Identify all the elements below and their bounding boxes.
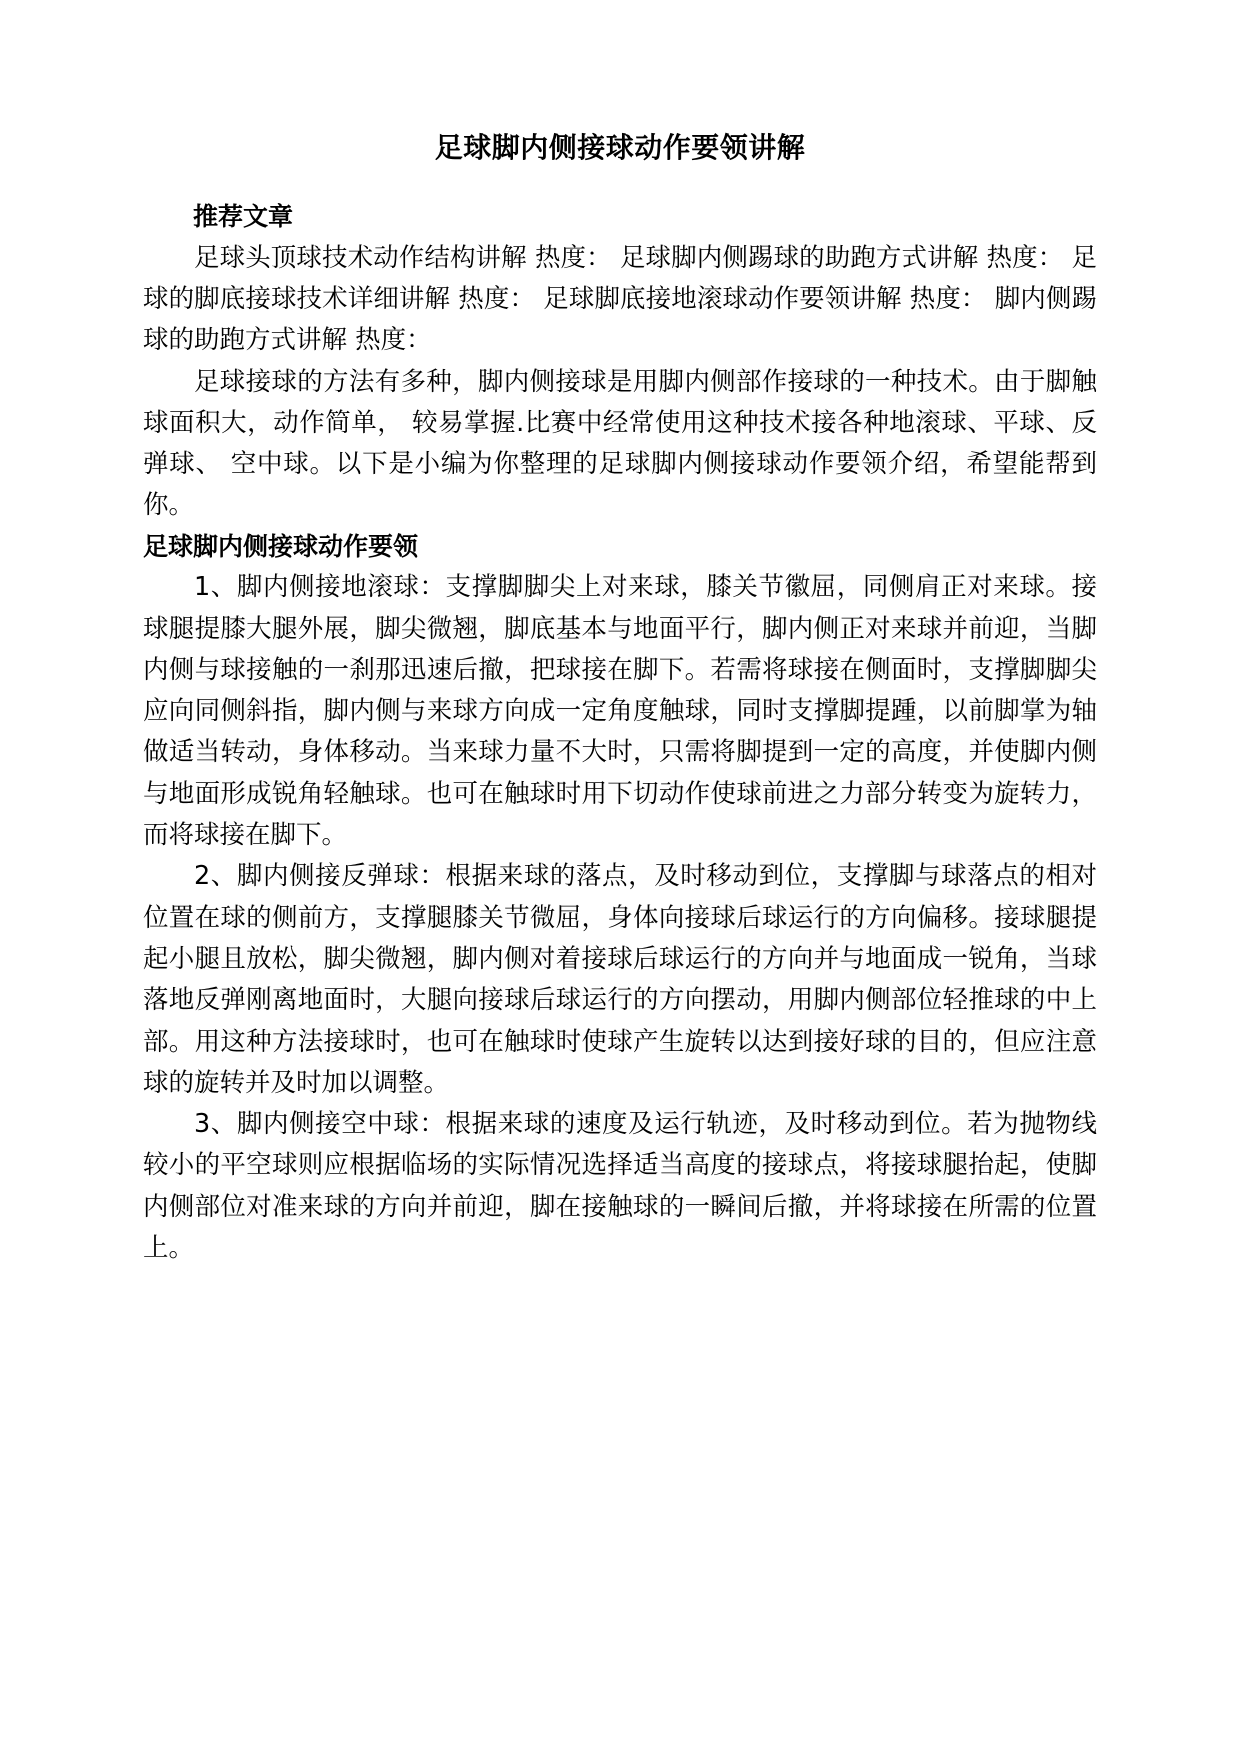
- introduction-paragraph: 足球接球的方法有多种，脚内侧接球是用脚内侧部作接球的一种技术。由于脚触球面积大，动作简单， 较易掌握.比赛中经常使用这种技术接各种地滚球、平球、反弹球、 空中球。以下是小编为你整理的足球脚内侧接球动作要领介绍，希望能帮到你。: [143, 366, 1097, 521]
- main-section-heading: 足球脚内侧接球动作要领: [143, 531, 419, 561]
- technique-item-3: 3、脚内侧接空中球：根据来球的速度及运行轨迹，及时移动到位。若为抛物线较小的平空球则应根据临场的实际情况选择适当高度的接球点，将接球腿抬起，使脚内侧部位对准来球的方向并前迎，脚在接触球的一瞬间后撤，并将球接在所需的位置上。: [143, 1109, 1097, 1264]
- recommended-articles-heading: 推荐文章: [193, 202, 294, 232]
- page-title: 足球脚内侧接球动作要领讲解: [434, 131, 806, 164]
- technique-item-1: 1、脚内侧接地滚球：支撑脚脚尖上对来球，膝关节徽屈，同侧肩正对来球。接球腿提膝大腿外展，脚尖微翘，脚底基本与地面平行，脚内侧正对来球并前迎，当脚内侧与球接触的一刹那迅速后撤，把球接在脚下。若需将球接在侧面时，支撑脚脚尖应向同侧斜指，脚内侧与来球方向成一定角度触球，同时支撑脚提踵，以前脚掌为轴做适当转动，身体移动。当来球力量不大时，只需将脚提到一定的高度，并使脚内侧与地面形成锐角轻触球。也可在触球时用下切动作使球前进之力部分转变为旋转力，而将球接在脚下。: [143, 572, 1097, 851]
- recommended-articles-body: 足球头顶球技术动作结构讲解 热度： 足球脚内侧踢球的助跑方式讲解 热度： 足球的脚底接球技术详细讲解 热度： 足球脚底接地滚球动作要领讲解 热度： 脚内侧踢球的助跑方式讲解 热度：: [143, 242, 1097, 356]
- technique-item-2: 2、脚内侧接反弹球：根据来球的落点，及时移动到位，支撑脚与球落点的相对位置在球的侧前方，支撑腿膝关节微屈，身体向接球后球运行的方向偏移。接球腿提起小腿且放松，脚尖微翘，脚内侧对着接球后球运行的方向并与地面成一锐角，当球落地反弹刚离地面时，大腿向接球后球运行的方向摆动，用脚内侧部位轻推球的中上部。用这种方法接球时，也可在触球时使球产生旋转以达到接好球的目的，但应注意球的旋转并及时加以调整。: [143, 861, 1097, 1098]
